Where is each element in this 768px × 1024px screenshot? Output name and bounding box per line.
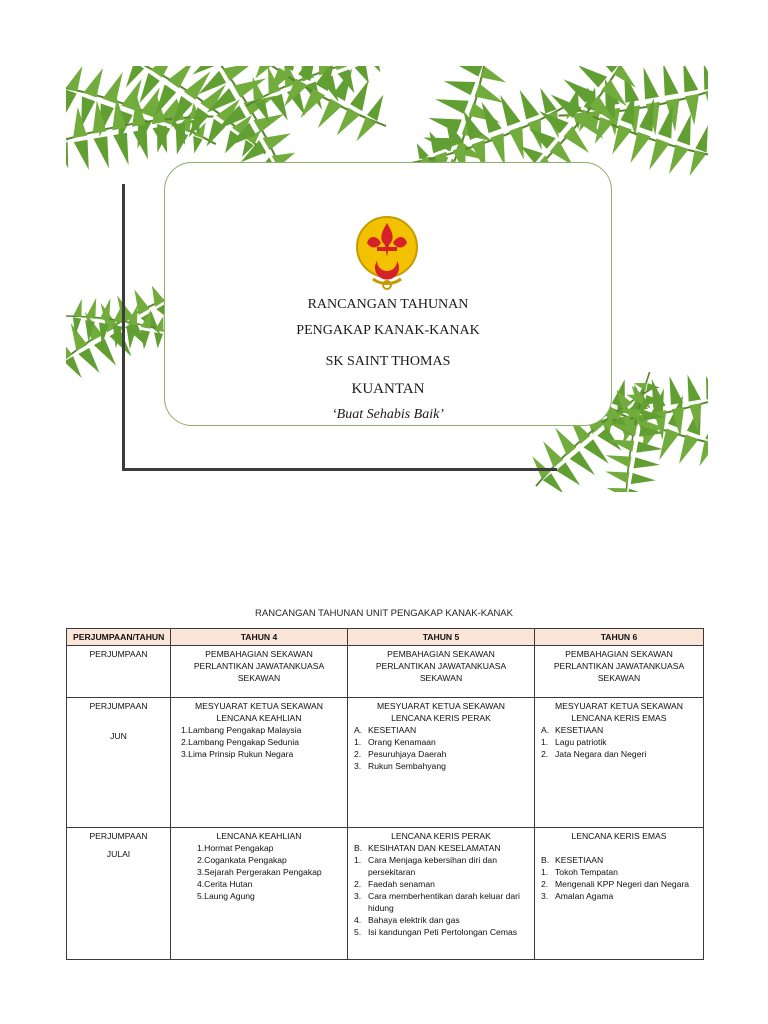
list-item: 1. Cara Menjaga kebersihan diri dan persekitaran [354, 855, 497, 877]
list-item: 1. Lagu patriotik [541, 737, 607, 747]
list-item: 1. Orang Kenamaan [354, 737, 436, 747]
cell-tahun-6: MESYUARAT KETUA SEKAWAN LENCANA KERIS EMAS A. KESETIAAN 1. Lagu patriotik 2. Jata Negara dan Negeri [535, 698, 704, 828]
list-item: 4.Cerita Hutan [197, 879, 253, 889]
header-tahun-6: TAHUN 6 [535, 629, 704, 646]
list-item: 3.Sejarah Pergerakan Pengakap [197, 867, 322, 877]
row-label: PERJUMPAAN JUN [67, 698, 171, 828]
section-heading: B. KESETIAAN [541, 855, 604, 865]
cover-motto: ‘Buat Sehabis Baik’ [332, 407, 444, 422]
section-heading: A. KESETIAAN [541, 725, 604, 735]
scout-emblem-icon [351, 213, 423, 291]
list-item: 3.Lima Prinsip Rukun Negara [181, 749, 294, 759]
cell-tahun-5: LENCANA KERIS PERAK B. KESIHATAN DAN KESELAMATAN 1. Cara Menjaga kebersihan diri dan persekitaran 2. Faedah senaman 3. Cara memberhentikan darah keluar dari hidung 4. Bahaya elektrik dan gas 5. Isi kandungan Peti Pertolongan Cemas [348, 828, 535, 960]
table-header-row [67, 629, 704, 646]
cell-tahun-4: PEMBAHAGIAN SEKAWAN PERLANTIKAN JAWATANKUASA SEKAWAN [171, 646, 348, 698]
list-item: 2. Pesuruhjaya Daerah [354, 749, 447, 759]
list-item: 5. Isi kandungan Peti Pertolongan Cemas [354, 927, 518, 937]
cover-page [66, 66, 708, 492]
cell-tahun-5: PEMBAHAGIAN SEKAWAN PERLANTIKAN JAWATANKUASA SEKAWAN [348, 646, 535, 698]
list-item: 3. Amalan Agama [541, 891, 614, 901]
list-item: 2.Cogankata Pengakap [197, 855, 287, 865]
list-item: 5.Laung Agung [197, 891, 255, 901]
cover-location: KUANTAN [351, 381, 425, 397]
table-row [67, 646, 704, 698]
section-heading: B. KESIHATAN DAN KESELAMATAN [354, 843, 501, 853]
cell-tahun-4: MESYUARAT KETUA SEKAWAN LENCANA KEAHLIAN 1.Lambang Pengakap Malaysia 2.Lambang Pengakap Sedunia 3.Lima Prinsip Rukun Negara [171, 698, 348, 828]
annual-plan-table [66, 628, 704, 960]
row-label: PERJUMPAAN JULAI [67, 828, 171, 960]
cell-tahun-4: LENCANA KEAHLIAN 1.Hormat Pengakap 2.Cogankata Pengakap 3.Sejarah Pergerakan Pengakap 4.Cerita Hutan 5.Laung Agung [171, 828, 348, 960]
list-item: 2. Jata Negara dan Negeri [541, 749, 647, 759]
section-heading: A. KESETIAAN [354, 725, 417, 735]
list-item: 3. Rukun Sembahyang [354, 761, 446, 771]
header-tahun-4: TAHUN 4 [171, 629, 348, 646]
list-item: 4. Bahaya elektrik dan gas [354, 915, 460, 925]
table-row [67, 698, 704, 828]
cell-tahun-6: LENCANA KERIS EMAS B. KESETIAAN 1. Tokoh Tempatan 2. Mengenali KPP Negeri dan Negara 3. Amalan Agama [535, 828, 704, 960]
list-item: 1.Lambang Pengakap Malaysia [181, 725, 302, 735]
row-label: PERJUMPAAN [67, 646, 171, 698]
list-item: 3. Cara memberhentikan darah keluar dari hidung [354, 891, 520, 913]
cover-title-line-2: PENGAKAP KANAK-KANAK [296, 323, 480, 338]
list-item: 2. Mengenali KPP Negeri dan Negara [541, 879, 690, 889]
list-item: 2.Lambang Pengakap Sedunia [181, 737, 300, 747]
title-card [164, 162, 612, 426]
list-item: 1. Tokoh Tempatan [541, 867, 618, 877]
cover-school-name: SK SAINT THOMAS [325, 354, 451, 369]
cell-tahun-6: PEMBAHAGIAN SEKAWAN PERLANTIKAN JAWATANKUASA SEKAWAN [535, 646, 704, 698]
header-meeting-year: PERJUMPAAN/TAHUN [67, 629, 171, 646]
list-item: 2. Faedah senaman [354, 879, 435, 889]
table-row [67, 828, 704, 960]
header-tahun-5: TAHUN 5 [348, 629, 535, 646]
cell-tahun-5: MESYUARAT KETUA SEKAWAN LENCANA KERIS PERAK A. KESETIAAN 1. Orang Kenamaan 2. Pesuruhjaya Daerah 3. Rukun Sembahyang [348, 698, 535, 828]
cover-title-line-1: RANCANGAN TAHUNAN [307, 297, 469, 312]
list-item: 1.Hormat Pengakap [197, 843, 274, 853]
document-title: RANCANGAN TAHUNAN UNIT PENGAKAP KANAK-KANAK [255, 608, 513, 619]
